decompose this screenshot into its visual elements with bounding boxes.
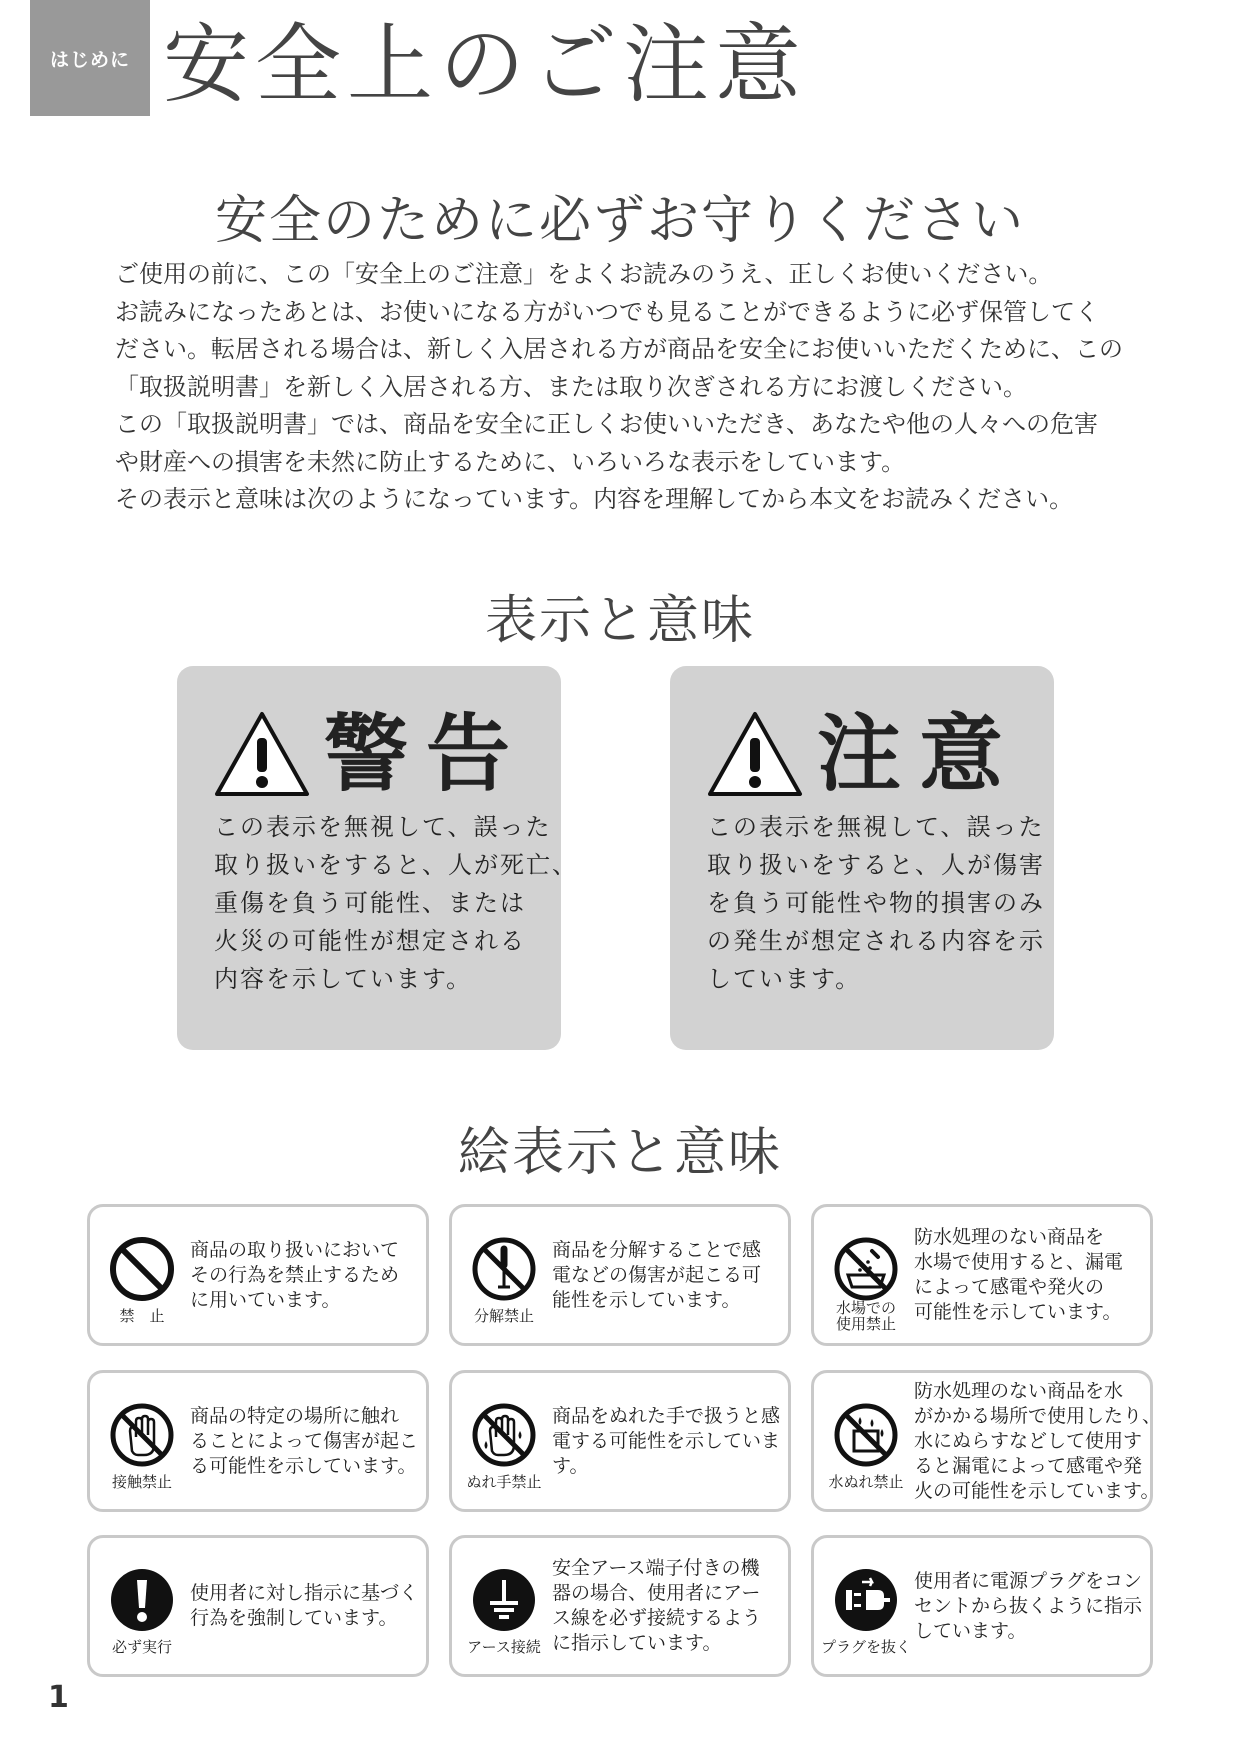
warning-title: 警告 — [324, 705, 529, 803]
pictogram-label: アース接続 — [467, 1638, 541, 1656]
description-line: 電する可能性を示していま — [552, 1429, 781, 1452]
description-line: す。 — [552, 1454, 589, 1477]
intro-line: ご使用の前に、この「安全上のご注意」をよくお読みのうえ、正しくお使いください。 — [115, 260, 1053, 288]
description-line: がかかる場所で使用したり、 — [914, 1404, 1162, 1427]
intro-line: や財産への損害を未然に防止するために、いろいろな表示をしています。 — [115, 447, 906, 476]
warning-line: 火災の可能性が想定される — [214, 927, 526, 955]
pictogram-label — [814, 1300, 918, 1332]
pictogram-description — [552, 1538, 788, 1674]
display-meaning-heading: 表示と意味 — [484, 591, 755, 651]
prohibition-icon — [108, 1235, 176, 1303]
page-number: 1 — [48, 1680, 69, 1715]
description-line: その行為を禁止するため — [190, 1263, 400, 1286]
pictogram-label: 分解禁止 — [473, 1307, 534, 1325]
description-line: しています。 — [914, 1619, 1027, 1642]
warning-description — [214, 808, 578, 998]
section-tab — [30, 0, 150, 116]
pictogram-card-ground-connection — [449, 1535, 791, 1677]
description-line: 商品の取り扱いにおいて — [190, 1238, 400, 1261]
pictogram-description — [914, 1207, 1150, 1343]
intro-line: 「取扱説明書」を新しく入居される方、または取り次ぎされる方にお渡しください。 — [115, 372, 1027, 401]
description-line: 商品を分解することで感 — [552, 1238, 762, 1261]
caution-line: この表示を無視して、誤った — [707, 813, 1045, 841]
description-line: 器の場合、使用者にアー — [552, 1582, 761, 1604]
safety-intro-text — [115, 256, 1145, 519]
caution-panel — [670, 666, 1054, 1050]
no-touch-icon — [108, 1401, 176, 1469]
pictogram-description — [190, 1538, 426, 1674]
warning-line: 取り扱いをすると、人が死亡、 — [214, 851, 578, 879]
intro-line: お読みになったあとは、お使いになる方がいつでも見ることができるように必ず保管してく — [115, 297, 1099, 326]
pictogram-card-prohibition — [87, 1204, 429, 1346]
pictogram-description — [552, 1207, 788, 1343]
warning-line: 重傷を負う可能性、または — [214, 889, 526, 917]
no-disassembly-icon — [470, 1235, 538, 1303]
caution-triangle-icon — [706, 710, 804, 798]
pictogram-card-mandatory — [87, 1535, 429, 1677]
description-line: 商品をぬれた手で扱うと感 — [552, 1404, 781, 1427]
description-line: セントから抜くように指示 — [914, 1594, 1143, 1617]
pictogram-description — [552, 1373, 788, 1509]
description-line: 水場で使用すると、漏電 — [914, 1251, 1124, 1273]
pictogram-label-line: 水場での — [835, 1299, 896, 1317]
caution-description — [707, 808, 1045, 998]
warning-triangle-icon — [213, 710, 311, 798]
pictogram-label: 禁 止 — [119, 1307, 165, 1325]
unplug-icon — [832, 1566, 900, 1634]
pictogram-card-no-touch — [87, 1370, 429, 1512]
description-line: 火の可能性を示しています。 — [914, 1479, 1160, 1502]
pictogram-card-unplug — [811, 1535, 1153, 1677]
pictogram-label: 接触禁止 — [111, 1473, 172, 1491]
description-line: 水にぬらすなどして使用す — [914, 1429, 1143, 1452]
caution-line: 取り扱いをすると、人が傷害 — [707, 851, 1045, 879]
ground-connection-icon — [470, 1566, 538, 1634]
caution-line: を負う可能性や物的損害のみ — [707, 889, 1045, 917]
description-line: 能性を示しています。 — [552, 1288, 741, 1311]
pictogram-label: ぬれ手禁止 — [466, 1473, 542, 1491]
description-line: 使用者に対し指示に基づく — [190, 1582, 419, 1604]
description-line: 防水処理のない商品を — [914, 1226, 1105, 1248]
description-line: ス線を必ず接続するよう — [552, 1607, 762, 1629]
pictogram-heading: 絵表示と意味 — [457, 1123, 782, 1183]
pictogram-description — [190, 1207, 426, 1343]
pictogram-card-no-water-splash — [811, 1370, 1162, 1512]
description-line: 安全アース端子付きの機 — [552, 1557, 760, 1579]
no-water-splash-icon — [832, 1401, 900, 1469]
description-line: る可能性を示しています。 — [190, 1454, 417, 1477]
caution-title: 注意 — [817, 705, 1022, 803]
description-line: 行為を強制しています。 — [190, 1607, 398, 1629]
mandatory-action-icon — [108, 1566, 176, 1634]
pictogram-card-no-wet-hands — [449, 1370, 791, 1512]
caution-line: の発生が想定される内容を示 — [707, 927, 1045, 955]
intro-line: ださい。転居される場合は、新しく入居される方が商品を安全にお使いいただくために、この — [115, 335, 1123, 363]
safety-heading: 安全のために必ずお守りください — [214, 191, 1025, 251]
description-line: ると漏電によって感電や発 — [914, 1454, 1143, 1477]
description-line: 防水処理のない商品を水 — [914, 1379, 1124, 1402]
pictogram-description — [914, 1538, 1150, 1674]
description-line: に指示しています。 — [552, 1632, 722, 1654]
description-line: 商品の特定の場所に触れ — [190, 1404, 400, 1427]
description-line: 使用者に電源プラグをコン — [914, 1569, 1143, 1592]
description-line: によって感電や発火の — [914, 1276, 1105, 1298]
description-line: 電などの傷害が起こる可 — [552, 1263, 762, 1286]
warning-panel — [177, 666, 578, 1050]
page-title: 安全上のご注意 — [163, 15, 807, 115]
section-tab-label: はじめに — [49, 48, 130, 71]
description-line: に用いています。 — [190, 1288, 341, 1311]
warning-line: この表示を無視して、誤った — [214, 813, 552, 841]
pictogram-label: 水ぬれ禁止 — [828, 1473, 904, 1491]
pictogram-card-no-use-near-water — [811, 1204, 1153, 1346]
caution-line: しています。 — [707, 965, 862, 993]
description-line: 可能性を示しています。 — [914, 1301, 1122, 1323]
pictogram-description — [914, 1373, 1162, 1509]
no-use-near-water-icon — [832, 1235, 900, 1303]
warning-line: 内容を示しています。 — [214, 965, 473, 993]
intro-line: この「取扱説明書」では、商品を安全に正しくお使いいただき、あなたや他の人々への危害 — [115, 410, 1099, 438]
pictogram-card-no-disassembly — [449, 1204, 791, 1346]
no-wet-hands-icon — [470, 1401, 538, 1469]
description-line: ることによって傷害が起こ — [190, 1429, 419, 1452]
pictogram-label-line: 使用禁止 — [835, 1315, 896, 1333]
pictogram-label: プラグを抜く — [820, 1638, 911, 1656]
pictogram-label: 必ず実行 — [111, 1638, 172, 1656]
pictogram-description — [190, 1373, 426, 1509]
intro-line: その表示と意味は次のようになっています。内容を理解してから本文をお読みください。 — [115, 485, 1074, 513]
